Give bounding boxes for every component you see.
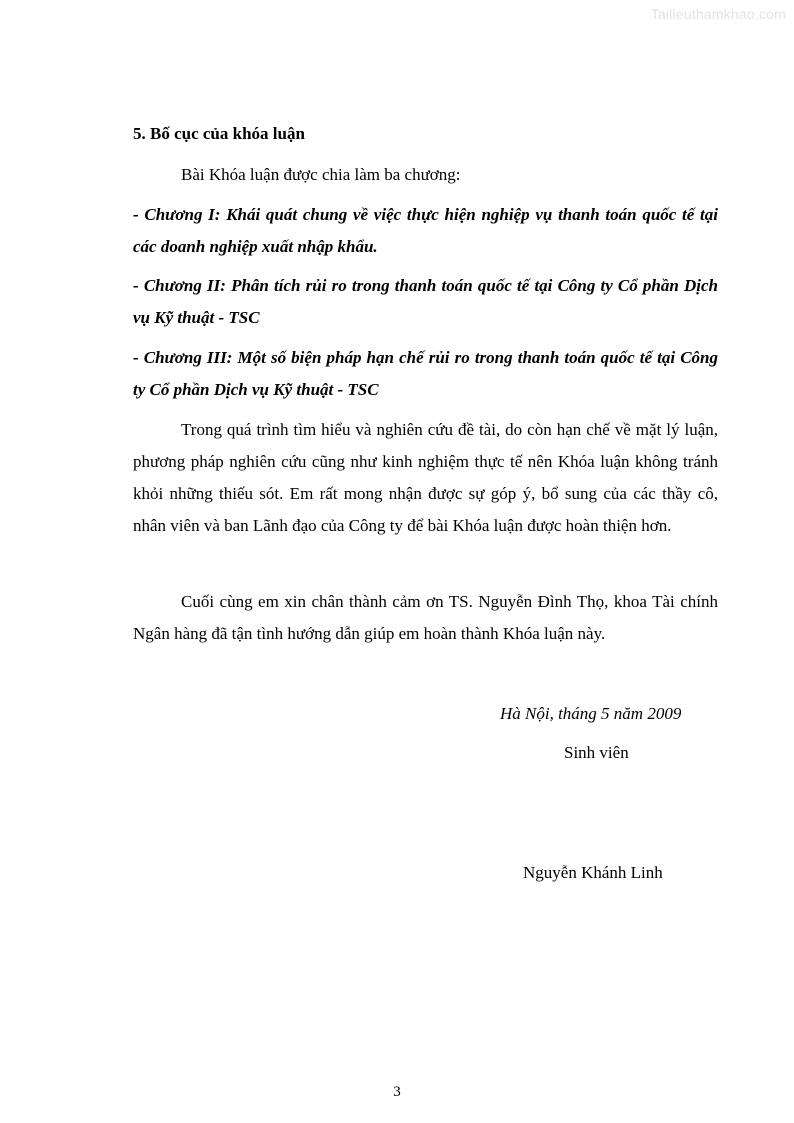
chapter-3-item: - Chương III: Một số biện pháp hạn chế rủi ro trong thanh toán quốc tế tại Công ty Cổ phần Dịch vụ Kỹ thuật - TSC (133, 348, 718, 399)
signature-role: Sinh viên (564, 743, 629, 762)
signature-place-date: Hà Nội, tháng 5 năm 2009 (500, 704, 682, 723)
watermark-text: Tailieuthamkhao.com (650, 6, 786, 22)
chapter-1-item: - Chương I: Khái quát chung về việc thực hiện nghiệp vụ thanh toán quốc tế tại các doanh nghiệp xuất nhập khẩu. (133, 205, 718, 256)
body-paragraph-1: Trong quá trình tìm hiểu và nghiên cứu đề tài, do còn hạn chế về mặt lý luận, phương pháp nghiên cứu cũng như kinh nghiệm thực tế nên Khóa luận không tránh khỏi những thiếu sót. Em rất mong nhận được sự góp ý, bổ sung của các thầy cô, nhân viên và ban Lãnh đạo của Công ty để bài Khóa luận được hoàn thiện hơn. (133, 420, 718, 535)
intro-paragraph: Bài Khóa luận được chia làm ba chương: (181, 165, 461, 184)
body-paragraph-2: Cuối cùng em xin chân thành cảm ơn TS. Nguyễn Đình Thọ, khoa Tài chính Ngân hàng đã tận tình hướng dẫn giúp em hoàn thành Khóa luận này. (133, 592, 718, 643)
page-number: 3 (393, 1084, 401, 1100)
signature-name: Nguyễn Khánh Linh (523, 863, 663, 882)
section-heading: 5. Bố cục của khóa luận (133, 124, 305, 143)
chapter-2-item: - Chương II: Phân tích rủi ro trong thanh toán quốc tế tại Công ty Cổ phần Dịch vụ Kỹ thuật - TSC (133, 276, 718, 327)
